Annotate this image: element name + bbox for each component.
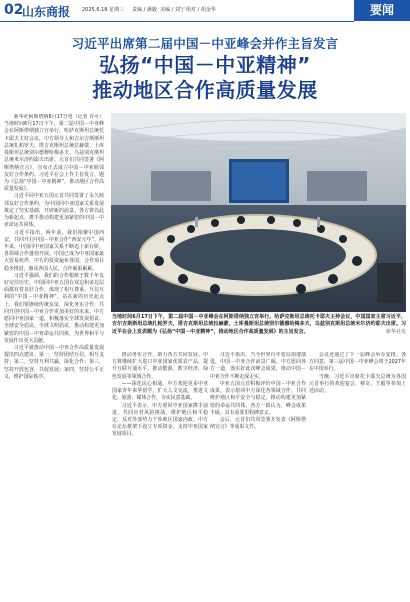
header-rule [0,21,354,22]
article-column-4 [309,352,406,598]
article-paragraph: 会后，元首们共同签署并发表《阿斯塔纳宣言》等成果文件。 [210,416,306,431]
editor-credit: 责编 / 潘毅 [132,7,157,13]
page-number: 02 [4,2,24,18]
article-paragraph: 中亚五国元首积极评价中国－中亚合作成果，表示愿同中方深化各领域合作，共同维护地区和平安全与稳定，推动构建更加紧密的命运共同体。各方一致认为，峰会成果丰硕，具有重要里程碑意义。 [210,380,306,416]
article-paragraph: 当晚，习近平出席托卡耶夫总统为各国元首举行的欢迎宴会。蔡奇、王毅等参加上述活动。 [309,373,406,395]
issue-date: 2025.6.18 星期三 [82,7,125,13]
caption-text: 当地时间6月17日下午，第二届中国－中亚峰会在阿斯塔纳独立宫举行。哈萨克斯坦总统托卡耶夫主持会议，中国国家主席习近平，吉尔吉斯斯坦总统扎帕罗夫，塔吉克斯坦总统拉赫蒙，土库曼斯坦总统别尔德穆哈梅多夫，乌兹别克斯坦总统米尔济约耶夫出席。习近平在会上发表题为《弘扬“中国－中亚精神”，推动地区合作高质量发展》的主旨发言。 [112,314,406,335]
article-paragraph: 新华社阿斯塔纳6月17日电（记者 许可）当地时间6月17日下午，第二届中国－中亚峰会在阿斯塔纳独立宫举行。哈萨克斯坦总统托卡耶夫主持会议，中方领导人和吉尔吉斯斯坦总统扎帕罗夫、塔吉克斯坦总统拉赫蒙、土库曼斯坦总统别尔德穆哈梅多夫、乌兹别克斯坦总统米尔济约耶夫出席。元首们共同签署《阿斯塔纳宣言》，宣布正式成立中国－中亚睦邻友好合作条约。习近平在会上作主旨发言，题为《弘扬“中国－中亚精神”，推动地区合作高质量发展》。 [4,114,104,193]
article-column-2 [112,352,208,598]
page-header [0,0,410,22]
article-paragraph: 习近平指出，两年前，我们相聚中国西安，共同开启中国－中亚合作“西安元年”。两年来，中国同中亚国家关系不断迈上新台阶，各领域合作蓬勃开展。中国已成为中亚国家最大贸易伙伴，中方的投资遍布各国，合作项目稳步推进，惠及各国人民，合作硕果累累。 [4,229,104,272]
article-paragraph: 习近平同中亚五国元首共同签署了永久睦邻友好合作条约，为中国同中亚国家关系发展奠定了坚实基础，开辟新的前景。各方将以此为新起点，携手推动构建更加紧密的中国－中亚命运共同体。 [4,193,104,229]
article-paragraph: 习近平就推动中国－中亚合作高质量发展提出四点建议：第一，坚持团结互信，相互支持；第二，坚持互利共赢，深化合作；第三，坚持开放包容，共促发展；第四，坚持公平正义，维护国际秩序。 [4,345,104,380]
article-paragraph: 会议还通过了下一届峰会举办安排。各方同意，第三届中国－中亚峰会将于2027年在中国举行。 [309,352,406,373]
photo-credit: 新华社发 [385,328,406,335]
section-label: 要闻 [354,0,410,21]
article-paragraph: 推动务实合作，助力各方共同发展。中方将继续扩大进口中亚国家优质农产品，提升互联互通水平，推动能源、数字经济、绿色发展等领域合作。 [112,352,208,380]
newspaper-name: 山东商报 [22,5,71,19]
summit-photo [111,113,406,312]
designer-credit: 美编 / 刘宁 [160,7,185,13]
article-paragraph: 习近平表示，中方愿同中亚国家携手前进，共同应对风险挑战，维护地区和平稳定，反对外部势力干涉地区国家内政。中方在论坛框架下设立专项资金，支持中亚国家发展项目。 [112,402,208,438]
proofreader-credit: 组对 / 胡金华 [186,7,216,13]
article-paragraph: 习近平强调，我们的合作根植于数千年友好交往历史，中国同中亚五国在双边和多边层面都有着良好合作，体现了相互尊重、互信互利的“中国－中亚精神”。站在新的历史起点上，我们要赓续传统友谊，深化务实合作，共同开创中国－中亚合作更加美好的未来。中方愿同中亚国家一道，积极落实全球发展倡议、全球安全倡议、全球文明倡议，推动构建更加紧密的中国－中亚命运共同体，为世界和平与发展作出更大贡献。 [4,272,104,344]
headline-line-2: 推动地区合作高质量发展 [92,78,318,102]
headline-line-1: 弘扬“中国－中亚精神” [99,53,311,77]
article-column-3 [210,352,306,598]
photo-caption [112,314,406,336]
article-subtitle: 习近平出席第二届中国－中亚峰会并作主旨发言 [71,36,339,51]
article-paragraph: 习近平指出，当今世界百年变局加速演进，中国－中亚合作前景广阔。中方愿同各方一道，落实好此次峰会成果，推动中国－中亚合作不断走深走实。 [210,352,306,380]
summit-hall-illustration [111,113,406,312]
article-column-1 [4,114,104,598]
article-paragraph: ——深化民心相通。中方欢迎更多中亚国家青年来华留学，扩大人文交流，推进文化、旅游、媒体合作，夯实民意基础。 [112,380,208,402]
